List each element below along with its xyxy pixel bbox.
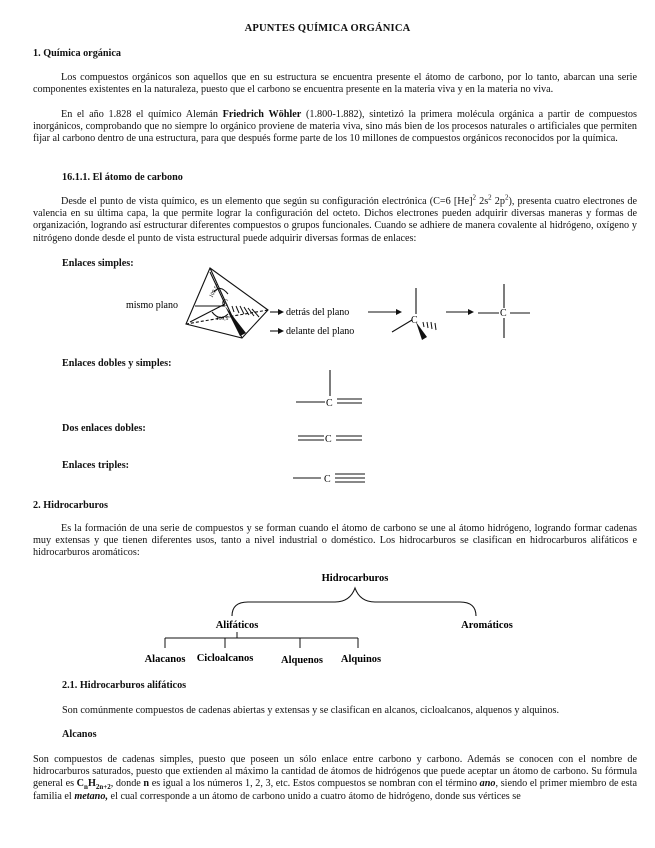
alc-text-e: el cual corresponde a un átomo de carbono unido a cuatro átomo de hidrógeno, donde sus vértices se <box>108 790 521 802</box>
arrow-head-1 <box>396 309 402 315</box>
td-carbon: C <box>325 434 332 445</box>
formula-sub: 2n+2 <box>95 783 111 792</box>
section-1-heading: 1. Química orgánica <box>33 48 122 59</box>
double-single-bonds-label: Enlaces dobles y simples: <box>62 358 172 369</box>
front-plane-label: delante del plano <box>286 326 355 337</box>
tree-root: Hidrocarburos <box>321 573 389 584</box>
tetrahedral-diagram <box>120 262 540 342</box>
tree-leaf-cicloalcanos: Cicloalcanos <box>196 653 254 664</box>
double-single-diagram <box>290 366 380 416</box>
angle-label-2: 109,5° <box>216 316 231 322</box>
alcanos-heading: Alcanos <box>62 729 97 740</box>
n-bold: n <box>143 778 150 790</box>
angle-label-1: 109,5° <box>208 283 222 299</box>
section-1-paragraph-1: Los compuestos orgánicos son aquellos que en su estructura se encuentra presente el átomo de carbono, por lo tanto, abarcan una serie componentes existentes en la naturaleza, puesto que el carbono se encuentra presente en la materia viva y en la materia no viva. <box>33 72 637 96</box>
hydrocarbon-tree <box>130 566 530 670</box>
hash-c-right <box>423 322 436 330</box>
tree-aromatic: Aromáticos <box>461 620 513 631</box>
alc-text-a: Son compuestos de cadenas simples, puesto que poseen un sólo enlace entre carbono y carbono. Además se conocen con el nombre de hidrocarburos saturados, puesto que extienden al máximo la cantidad de átomos de hidrógenos que puede aceptar un átomo de carbono. Su fórmula general es <box>33 754 637 790</box>
wedge-carbon: C <box>411 315 418 326</box>
behind-plane-label: detrás del plano <box>286 307 350 318</box>
sup-3: 2 <box>504 193 509 202</box>
carbon-atom-paragraph <box>33 193 637 245</box>
formula-n: n <box>84 783 88 792</box>
alc-text-c: es igual a los números 1, 2, 3, etc. Estos compuestos se nombran con el término <box>149 778 480 790</box>
carbon-text-b: 2s <box>476 196 489 207</box>
tree-leaf-alquenos: Alquenos <box>280 655 324 666</box>
arrow-front <box>278 328 284 334</box>
tree-leaf-alquinos: Alquinos <box>340 654 382 665</box>
carbon-text-a: Desde el punto de vista químico, es un elemento que según su configuración electrónica (C=6 [He] <box>61 196 473 207</box>
same-plane-label: mismo plano <box>126 300 178 311</box>
single-bonds-label: Enlaces simples: <box>62 258 134 269</box>
two-double-diagram <box>290 428 380 448</box>
carbon-text-c: 2p <box>491 196 505 207</box>
section-2-1-heading: 2.1. Hidrocarburos alifáticos <box>62 680 187 691</box>
tetra-carbon: C <box>222 298 229 308</box>
metano-term: metano, <box>74 790 108 802</box>
section-2-1-paragraph: Son comúnmente compuestos de cadenas abiertas y extensas y se clasifican en alcanos, cicloalcanos, alquenos y alquinos. <box>62 705 560 716</box>
arrow-head-2 <box>468 309 474 315</box>
section-2-heading: 2. Hidrocarburos <box>33 500 108 511</box>
alc-text-b: , donde <box>110 778 144 790</box>
page-title: APUNTES QUÍMICA ORGÁNICA <box>244 23 411 34</box>
formula-h: H <box>87 778 96 790</box>
cross-carbon: C <box>500 308 507 319</box>
ds-carbon: C <box>326 398 333 409</box>
triple-bonds-label: Enlaces triples: <box>62 460 130 471</box>
formula-c: C <box>76 778 85 790</box>
wedge-c-left <box>392 320 412 332</box>
tree-leaf-alacanos: Alacanos <box>144 654 186 665</box>
wohler-name: Friedrich Wöhler <box>222 109 302 120</box>
tree-brace <box>232 588 476 616</box>
alcanos-paragraph <box>33 754 637 803</box>
ano-term: ano <box>479 778 496 790</box>
triple-diagram <box>285 468 385 488</box>
section-16-1-1-heading: 16.1.1. El átomo de carbono <box>62 172 183 183</box>
arrow-behind <box>278 309 284 315</box>
p2-text-a: En el año 1.828 el químico Alemán <box>61 109 223 120</box>
two-double-bonds-label: Dos enlaces dobles: <box>62 423 146 434</box>
tr-carbon: C <box>324 474 331 485</box>
alc-text-d: , siendo el primer miembro de esta familia el <box>33 778 637 802</box>
p2-text-c: (1.800-1.882), sintetizó la primera molécula orgánica a partir de compuestos inorgánicos, comprobando que no siempre lo orgánico proviene de materia viva, sino más bien de los procesos naturales o artificiales que permiten fijar al carbono dentro de una estructura, para que después forme parte de los 10 millones de compuestos orgánicos reconocidos por la química. <box>33 109 637 145</box>
section-2-paragraph: Es la formación de una serie de compuestos y se forman cuando el átomo de carbono se une al átomo hidrógeno, logrando formar cadenas muy extensas y que tienen diferentes usos, tanto a nivel industrial o doméstico. Los hidrocarburos se clasifican en hidrocarburos alifáticos e hidrocarburos aromáticos: <box>33 523 637 559</box>
tree-aliphatic: Alifáticos <box>215 620 259 631</box>
carbon-text-d: ), presenta cuatro electrones de valencia en su última capa, la que permite lograr la configuración del octeto. Dichos electrones pueden adquirir diversas maneras y formas de organización, logrando así estructurar diferentes compuestos o grupos funcionales. Cuando se adhiere de manera covalente al hidrógeno, oxígeno y nitrógeno donde desde el punto de vista estructural puede adquirir diversas formas de enlaces: <box>33 196 637 244</box>
section-1-paragraph-2 <box>33 109 637 146</box>
sup-1: 2 <box>472 193 477 202</box>
sup-2: 2 <box>488 193 492 202</box>
